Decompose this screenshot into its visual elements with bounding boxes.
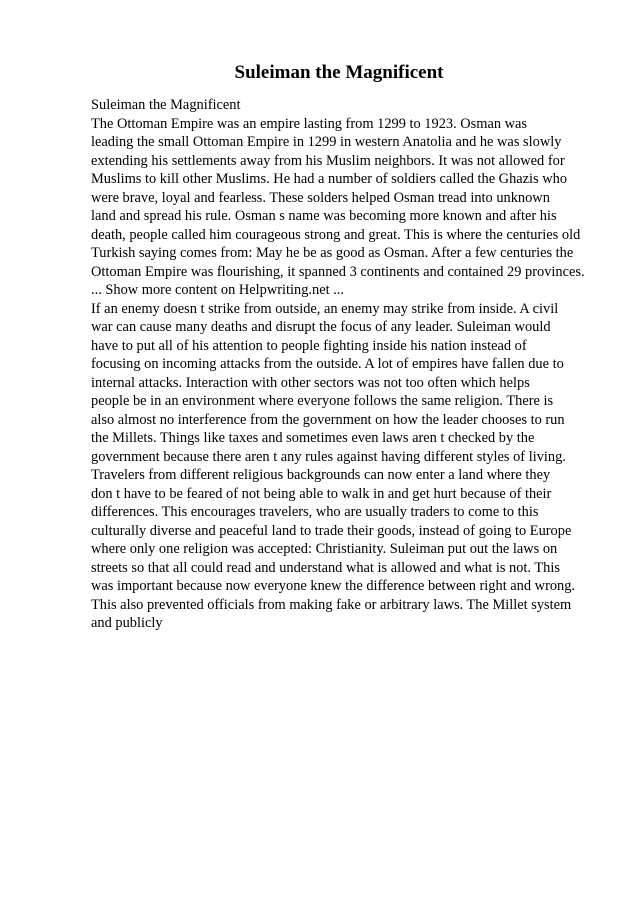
text-line: Travelers from different religious backgrounds can now enter a land where they xyxy=(91,467,551,483)
text-line: where only one religion was accepted: Christianity. Suleiman put out the laws on xyxy=(91,541,558,557)
text-line: streets so that all could read and understand what is allowed and what is not. This xyxy=(91,559,560,576)
text-line: was important because now everyone knew the difference between right and wrong. xyxy=(91,578,576,594)
text-line: war can cause many deaths and disrupt the focus of any leader. Suleiman would xyxy=(91,319,551,335)
text-line: death, people called him courageous strong and great. This is where the centuries old xyxy=(91,226,581,243)
text-line: land and spread his rule. Osman s name was becoming more known and after his xyxy=(91,208,557,224)
text-line: focusing on incoming attacks from the outside. A lot of empires have fallen due to xyxy=(91,356,564,372)
text-line: were brave, loyal and fearless. These solders helped Osman tread into unknown xyxy=(91,189,550,206)
text-line: and publicly xyxy=(91,615,163,631)
text-line: the Millets. Things like taxes and sometimes even laws aren t checked by the xyxy=(91,430,535,446)
text-line: don t have to be feared of not being able to walk in and get hurt because of their xyxy=(91,485,552,502)
text-line: The Ottoman Empire was an empire lasting from 1299 to 1923. Osman was xyxy=(91,115,528,132)
text-line: Muslims to kill other Muslims. He had a number of soldiers called the Ghazis who xyxy=(91,171,568,187)
text-line: If an enemy doesn t strike from outside, an enemy may strike from inside. A civil xyxy=(91,300,559,317)
text-line: internal attacks. Interaction with other sectors was not too often which helps xyxy=(91,374,530,391)
text-line: government because there aren t any rules against having different styles of living. xyxy=(91,448,566,465)
text-line: people be in an environment where everyone follows the same religion. There is xyxy=(91,393,554,409)
text-line: Ottoman Empire was flourishing, it spanned 3 continents and contained 29 provinces. xyxy=(91,263,585,280)
text-line: culturally diverse and peaceful land to trade their goods, instead of going to Europe xyxy=(91,522,572,539)
text-line: Suleiman the Magnificent xyxy=(91,97,241,113)
page-title: Suleiman the Magnificent xyxy=(234,62,444,83)
text-line: This also prevented officials from making fake or arbitrary laws. The Millet system xyxy=(91,596,572,613)
text-line: have to put all of his attention to people fighting inside his nation instead of xyxy=(91,337,527,354)
show-more-link[interactable]: ... Show more content on Helpwriting.net ... xyxy=(91,282,344,298)
text-line: also almost no interference from the government on how the leader chooses to run xyxy=(91,411,565,428)
text-line: differences. This encourages travelers, who are usually traders to come to this xyxy=(91,504,539,520)
body-text xyxy=(91,96,611,633)
text-line: extending his settlements away from his Muslim neighbors. It was not allowed for xyxy=(91,152,565,169)
text-line: Turkish saying comes from: May he be as good as Osman. After a few centuries the xyxy=(91,245,574,261)
text-line: leading the small Ottoman Empire in 1299 in western Anatolia and he was slowly xyxy=(91,134,562,150)
